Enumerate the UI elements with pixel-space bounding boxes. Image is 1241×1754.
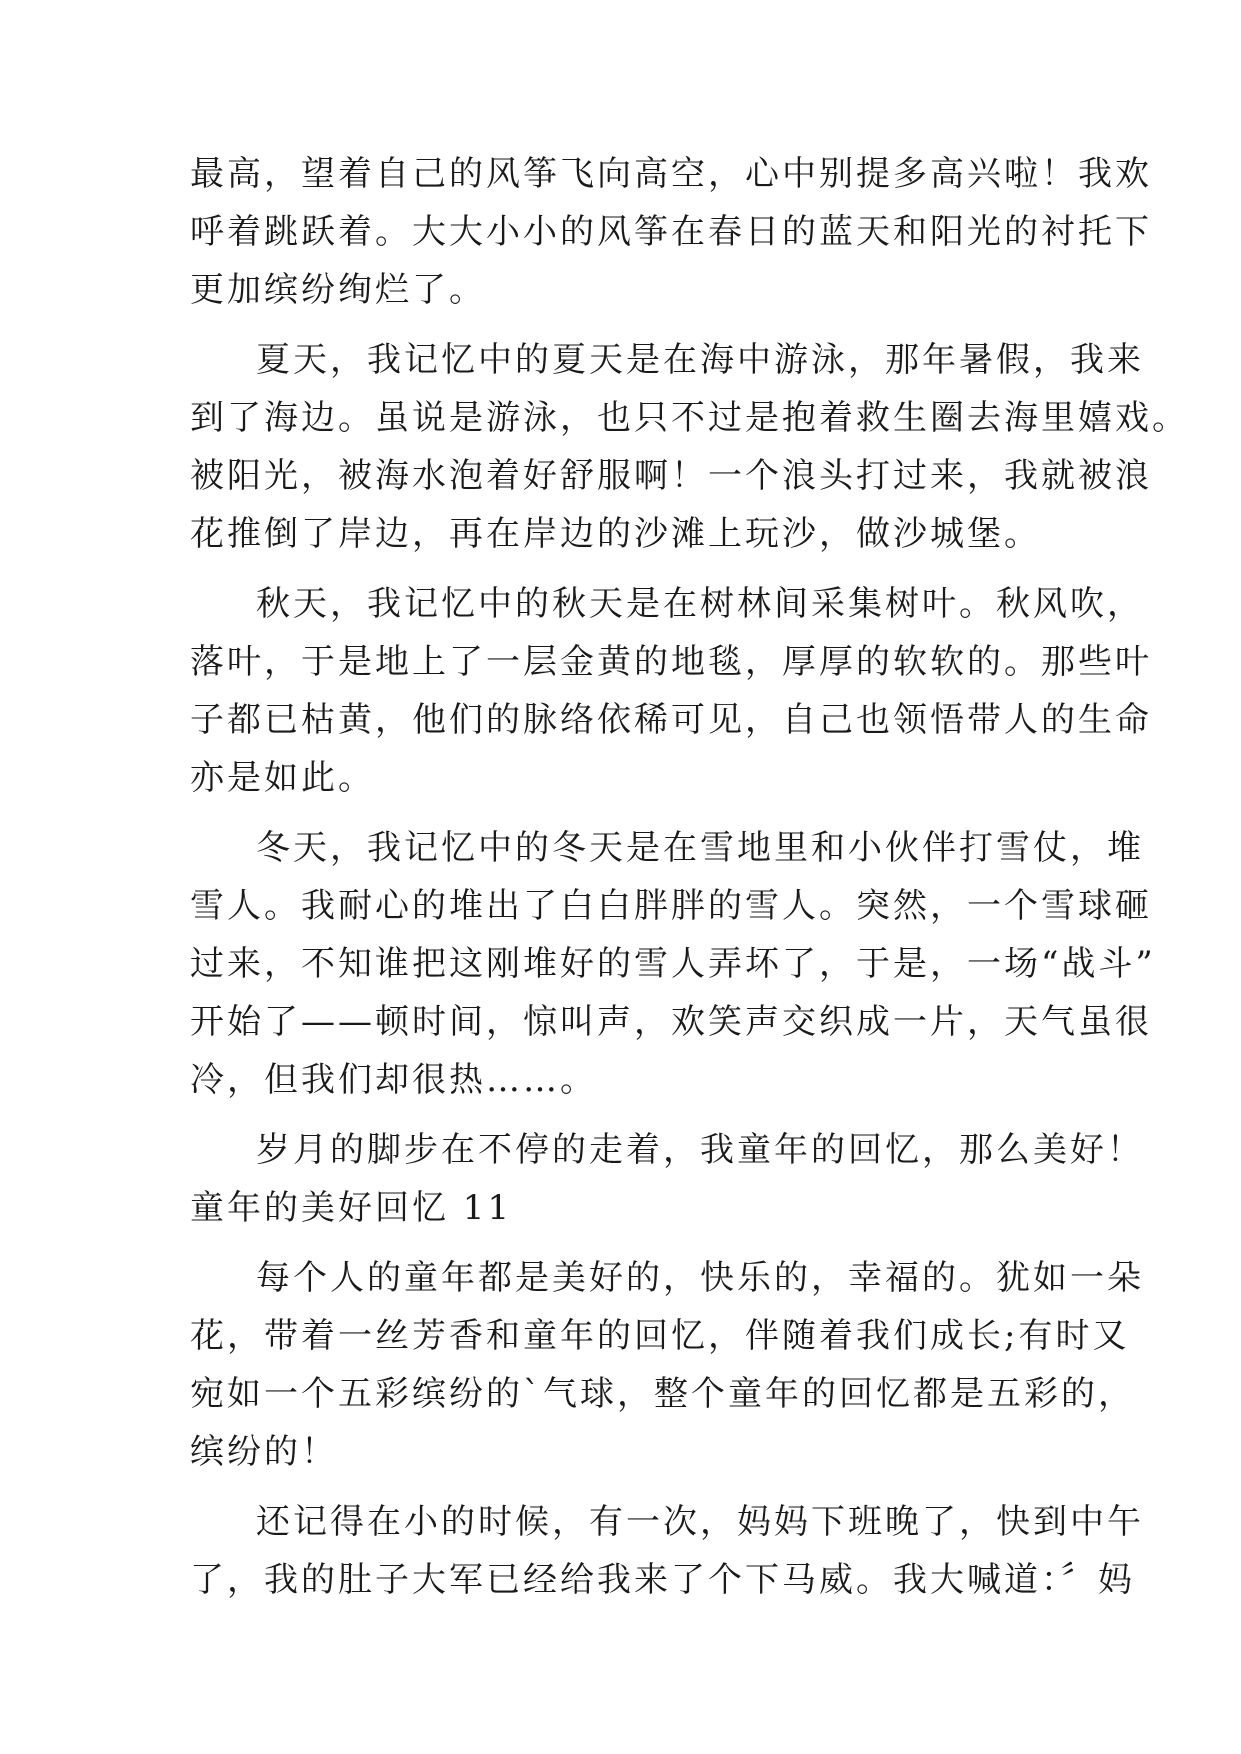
text-line: 最高，望着自己的风筝飞向高空，心中别提多高兴啦！我欢 [190,154,1152,194]
text-line: 更加缤纷绚烂了。 [190,270,486,310]
paragraph-start-line: 还记得在小的时候，有一次，妈妈下班晚了，快到中午 [256,1502,1144,1542]
text-line: 到了海边。虽说是游泳，也只不过是抱着救生圈去海里嬉戏。 [190,398,1189,438]
text-line: 呼着跳跃着。大大小小的风筝在春日的蓝天和阳光的衬托下 [190,212,1152,252]
paragraph-start-line: 每个人的童年都是美好的，快乐的，幸福的。犹如一朵 [256,1258,1144,1298]
text-line: 冷，但我们却很热……。 [190,1060,597,1100]
text-line: 雪人。我耐心的堆出了白白胖胖的雪人。突然，一个雪球砸 [190,886,1152,926]
paragraph-start-line: 秋天，我记忆中的秋天是在树林间采集树叶。秋风吹， [256,584,1144,624]
text-line: 子都已枯黄，他们的脉络依稀可见，自己也领悟带人的生命 [190,700,1152,740]
text-line: 宛如一个五彩缤纷的`气球，整个童年的回忆都是五彩的， [190,1374,1135,1414]
paragraph-start-line: 夏天，我记忆中的夏天是在海中游泳，那年暑假，我来 [256,340,1144,380]
text-line: 花，带着一丝芳香和童年的回忆，伴随着我们成长;有时又 [190,1316,1130,1356]
text-line: 缤纷的！ [190,1432,338,1472]
text-line: 被阳光，被海水泡着好舒服啊！一个浪头打过来，我就被浪 [190,456,1152,496]
text-line: 过来，不知谁把这刚堆好的雪人弄坏了，于是，一场“战斗” [190,944,1156,984]
text-line: 亦是如此。 [190,758,375,798]
text-line: 开始了——顿时间，惊叫声，欢笑声交织成一片，天气虽很 [190,1002,1152,1042]
text-line: 了，我的肚子大军已经给我来了个下马威。我大喊道：〞妈 [190,1560,1135,1600]
paragraph-start-line: 岁月的脚步在不停的走着，我童年的回忆，那么美好！ [256,1130,1144,1170]
section-title: 童年的美好回忆 11 [190,1188,513,1228]
text-line: 花推倒了岸边，再在岸边的沙滩上玩沙，做沙城堡。 [190,514,1041,554]
paragraph-start-line: 冬天，我记忆中的冬天是在雪地里和小伙伴打雪仗，堆 [256,828,1144,868]
text-line: 落叶，于是地上了一层金黄的地毯，厚厚的软软的。那些叶 [190,642,1152,682]
